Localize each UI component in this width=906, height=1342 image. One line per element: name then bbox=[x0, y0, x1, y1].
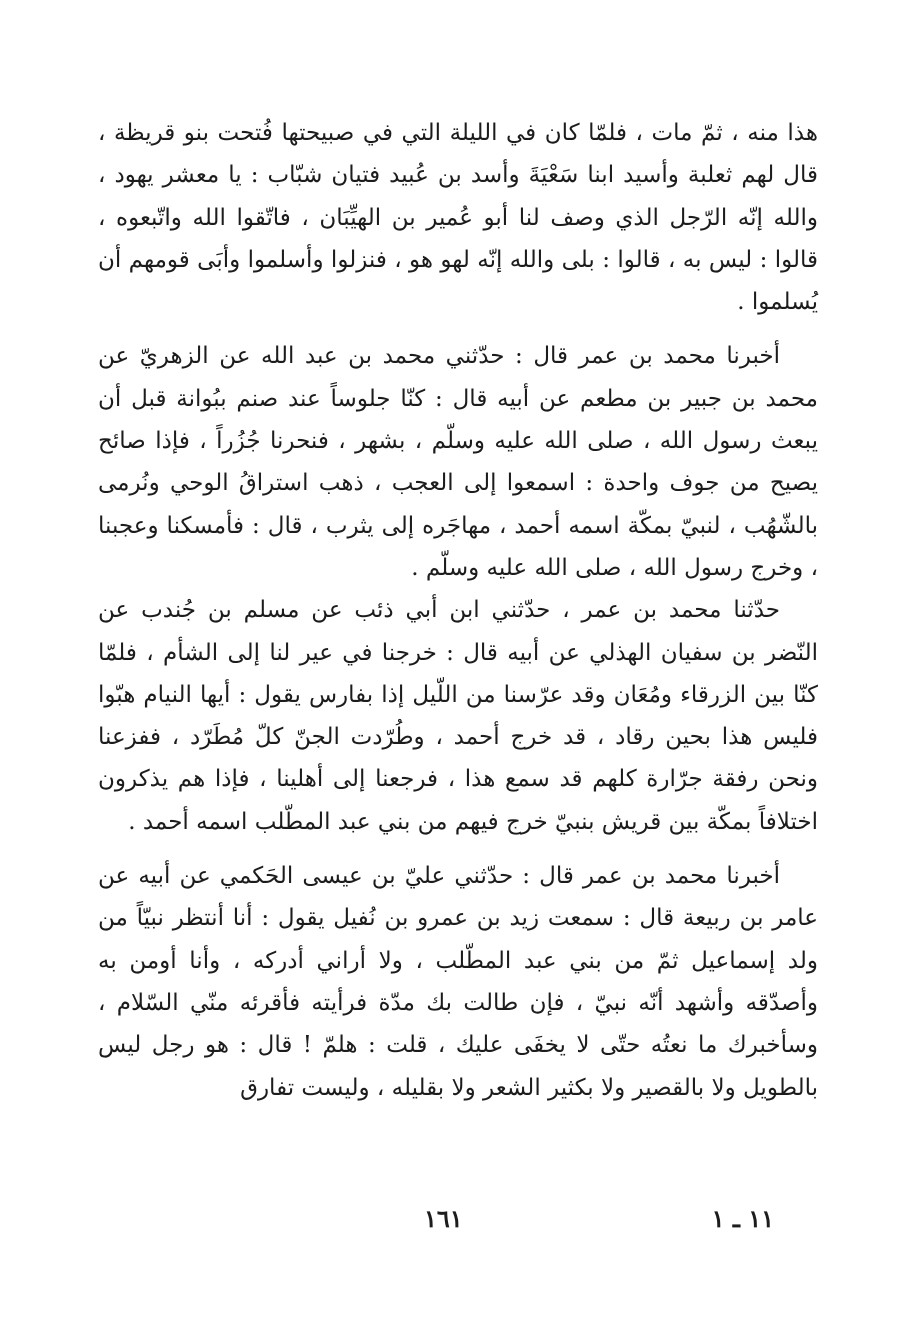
paragraph-3: حدّثنا محمد بن عمر ، حدّثني ابن أبي ذئب عن مسلم بن جُندب عن النّضر بن سفيان الهذلي عن أبيه قال : خرجنا في عير لنا إلى الشأم ، فلمّا كنّا بين الزرقاء ومُعَان وقد عرّسنا من اللّيل إذا بفارس يقول : أيها النيام هبّوا فليس هذا بحين رقاد ، قد خرج أحمد ، وطُرّدت الجنّ كلّ مُطَرّد ، ففزعنا ونحن رفقة جرّارة كلهم قد سمع هذا ، فرجعنا إلى أهلينا ، فإذا هم يذكرون اختلافاً بمكّة بين قريش بنبيّ خرج فيهم من بني عبد المطّلب اسمه أحمد . bbox=[98, 597, 818, 835]
page-number: ١٦١ bbox=[424, 1204, 463, 1233]
paragraph-2: أخبرنا محمد بن عمر قال : حدّثني محمد بن عبد الله عن الزهريّ عن محمد بن جبير بن مطعم عن أبيه قال : كنّا جلوساً عند صنم ببُوانة قبل أن يبعث رسول الله ، صلى الله عليه وسلّم ، بشهر ، فنحرنا جُزُراً ، فإذا صائح يصيح من جوف واحدة : اسمعوا إلى العجب ، ذهب استراقُ الوحي ونُرمى بالشّهُب ، لنبيّ بمكّة اسمه أحمد ، مهاجَره إلى يثرب ، قال : فأمسكنا وعجبنا ، وخرج رسول الله ، صلى الله عليه وسلّم . bbox=[98, 343, 818, 581]
body-text bbox=[98, 112, 818, 1109]
paragraph-1: هذا منه ، ثمّ مات ، فلمّا كان في الليلة التي في صبيحتها فُتحت بنو قريظة ، قال لهم ثعلبة وأسيد ابنا سَعْيَةَ وأسد بن عُبيد فتيان شبّاب : يا معشر يهود ، والله إنّه الرّجل الذي وصف لنا أبو عُمير بن الهيِّبَان ، فاتّقوا الله واتّبعوه ، قالوا : ليس به ، قالوا : بلى والله إنّه لهو هو ، فنزلوا وأسلموا وأبَى قومهم أن يُسلموا . bbox=[98, 120, 818, 316]
paragraph-4: أخبرنا محمد بن عمر قال : حدّثني عليّ بن عيسى الحَكمي عن أبيه عن عامر بن ربيعة قال : سمعت زيد بن عمرو بن نُفيل يقول : أنا أنتظر نبيّاً من ولد إسماعيل ثمّ من بني عبد المطّلب ، ولا أراني أدركه ، وأنا أومن به وأصدّقه وأشهد أنّه نبيّ ، فإن طالت بك مدّة فرأيته فأقرئه منّي السّلام ، وسأخبرك ما نعتُه حتّى لا يخفَى عليك ، قلت : هلمّ ! قال : هو رجل ليس بالطويل ولا بالقصير ولا بكثير الشعر ولا بقليله ، وليست تفارق bbox=[98, 863, 818, 1101]
page-footer bbox=[98, 1204, 818, 1244]
signature-mark: ١١ ـ ١ bbox=[711, 1204, 774, 1233]
